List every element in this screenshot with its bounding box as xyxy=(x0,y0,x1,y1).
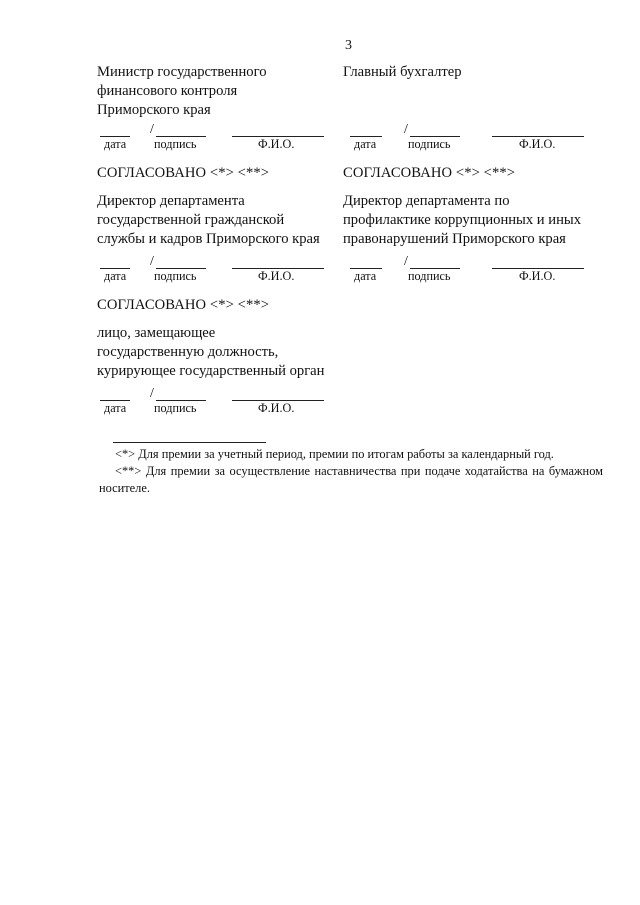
date-label: дата xyxy=(104,401,127,415)
footnote: <**> Для премии за осуществление наставничества при подаче ходатайства на бумажном носителе. xyxy=(99,464,603,495)
title-line: правонарушений Приморского края xyxy=(343,231,566,247)
footnote: <*> Для премии за учетный период, премии по итогам работы за календарный год. xyxy=(115,447,554,461)
date-label: дата xyxy=(354,137,377,151)
slash: / xyxy=(150,122,154,137)
signature-line-minister xyxy=(97,124,327,158)
footnote-separator xyxy=(113,442,266,443)
signature-line-director-corruption xyxy=(350,256,590,290)
sign-label: подпись xyxy=(408,269,451,283)
signature-line-chief-accountant xyxy=(350,124,590,158)
title-line: Директор департамента по xyxy=(343,193,510,209)
title-line: профилактике коррупционных и иных xyxy=(343,212,581,228)
sign-label: подпись xyxy=(154,269,197,283)
name-label: Ф.И.О. xyxy=(258,137,295,151)
approval-heading: СОГЛАСОВАНО <*> <**> xyxy=(343,165,516,181)
approval-heading: СОГЛАСОВАНО <*> <**> xyxy=(97,165,270,181)
page-number: 3 xyxy=(345,38,352,53)
slash: / xyxy=(150,386,154,401)
title-line: Министр государственного xyxy=(97,64,267,80)
title-line: Приморского края xyxy=(97,102,211,118)
title-line: службы и кадров Приморского края xyxy=(97,231,320,247)
title-line: государственную должность, xyxy=(97,344,279,360)
title-line: государственной гражданской xyxy=(97,212,285,228)
supervisor-title xyxy=(97,324,324,381)
slash: / xyxy=(404,254,408,269)
chief-accountant-title xyxy=(343,63,462,82)
footnotes xyxy=(99,446,603,497)
date-label: дата xyxy=(354,269,377,283)
sign-label: подпись xyxy=(154,401,197,415)
slash: / xyxy=(150,254,154,269)
approval-heading: СОГЛАСОВАНО <*> <**> xyxy=(97,297,270,313)
name-label: Ф.И.О. xyxy=(258,401,295,415)
signature-line-supervisor xyxy=(97,388,327,422)
title-line: курирующее государственный орган xyxy=(97,363,325,379)
name-label: Ф.И.О. xyxy=(519,269,556,283)
title-line: Директор департамента xyxy=(97,193,245,209)
minister-title xyxy=(97,63,267,120)
signature-line-director-civil-service xyxy=(97,256,327,290)
sign-label: подпись xyxy=(408,137,451,151)
sign-label: подпись xyxy=(154,137,197,151)
title-line: лицо, замещающее xyxy=(97,325,216,341)
slash: / xyxy=(404,122,408,137)
title-line: Главный бухгалтер xyxy=(343,64,462,80)
name-label: Ф.И.О. xyxy=(519,137,556,151)
director-civil-service-title xyxy=(97,192,320,249)
director-corruption-title xyxy=(343,192,581,249)
date-label: дата xyxy=(104,269,127,283)
title-line: финансового контроля xyxy=(97,83,238,99)
date-label: дата xyxy=(104,137,127,151)
name-label: Ф.И.О. xyxy=(258,269,295,283)
